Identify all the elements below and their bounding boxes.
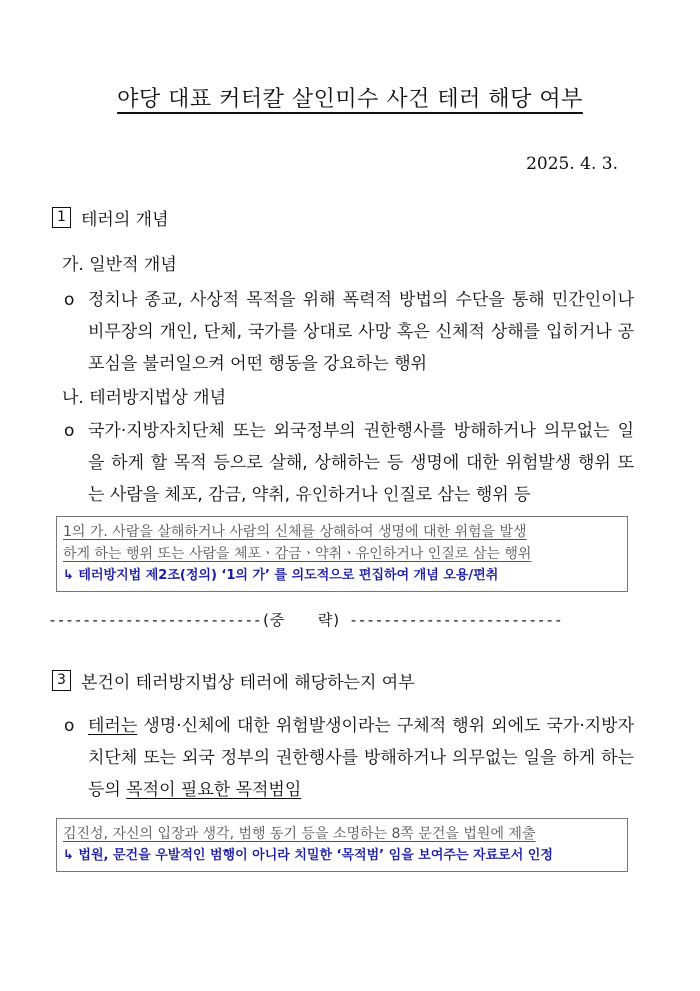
bullet-marker: o (64, 421, 75, 441)
law-quote-box (56, 516, 628, 592)
law-quote-line-2-text: 하게 하는 행위 또는 사람을 체포ㆍ감금ㆍ약취ㆍ유인하거나 인질로 삼는 행위 (63, 546, 532, 562)
section-1-heading (52, 205, 169, 230)
law-quote-line-2 (63, 543, 621, 565)
document-date: 2025. 4. 3. (526, 154, 618, 174)
section-3-number: 3 (52, 670, 71, 691)
law-quote-note: ↳ 테러방지법 제2조(정의) ‘1의 가’ 를 의도적으로 편집하여 개념 오용/편취 (63, 568, 499, 583)
underlined-conclusion: 목적이 필요한 목적범임 (126, 780, 302, 800)
section-1-title: 테러의 개념 (81, 210, 169, 230)
section-1-number: 1 (52, 207, 71, 228)
section-3-heading (52, 668, 415, 693)
bullet-act-concept-text: 국가·지방자치단체 또는 외국정부의 권한행사를 방해하거나 의무없는 일을 하게 할 목적 등으로 살해, 상해하는 등 생명에 대한 위험발생 행위 또는 사람을 체포, 감금, 약취, 유인하거나 인질로 삼는 행위 등 (88, 421, 634, 505)
bullet-marker: o (64, 716, 75, 736)
law-quote-line-1-text: 1의 가. 사람을 살해하거나 사람의 신체를 상해하여 생명에 대한 위험을 발생 (63, 524, 527, 540)
omission-divider: -------------------------(중 략) ------------------------- (48, 611, 563, 629)
court-evidence-quote-text: 김진성, 자신의 입장과 생각, 범행 동기 등을 소명하는 8쪽 문건을 법원에 제출 (63, 826, 536, 842)
underlined-term: 테러는 (88, 716, 138, 736)
subsection-b-heading: 나. 테러방지법상 개념 (62, 388, 227, 408)
bullet-general-concept (64, 284, 634, 380)
court-evidence-box (56, 818, 628, 872)
law-quote-line-1 (63, 521, 621, 543)
bullet-act-concept (64, 415, 634, 511)
bullet-marker: o (64, 290, 75, 310)
subsection-a-heading: 가. 일반적 개념 (62, 255, 177, 275)
bullet-general-concept-text: 정치나 종교, 사상적 목적을 위해 폭력적 방법의 수단을 통해 민간인이나 비무장의 개인, 단체, 국가를 상대로 사망 혹은 신체적 상해를 입히거나 공포심을 불러일으켜 어떤 행동을 강요하는 행위 (88, 290, 634, 374)
bullet-terror-purpose-text (88, 710, 634, 806)
page-title (0, 82, 700, 113)
title-text: 야당 대표 커터칼 살인미수 사건 테러 해당 여부 (117, 87, 583, 112)
bullet-middle-text: 생명·신체에 대한 위험발생이라는 구체적 행위 외에도 국가·지방자치단체 또는 외국 정부의 권한행사를 방해하거나 의무없는 일을 하게 하는 등의 (88, 716, 634, 800)
bullet-terror-purpose (64, 710, 634, 806)
section-3-title: 본건이 테러방지법상 테러에 해당하는지 여부 (81, 673, 415, 693)
court-evidence-note: ↳ 법원, 문건을 우발적인 범행이 아니라 치밀한 ‘목적범’ 임을 보여주는 자료로서 인정 (63, 848, 553, 863)
court-evidence-quote (63, 823, 621, 845)
